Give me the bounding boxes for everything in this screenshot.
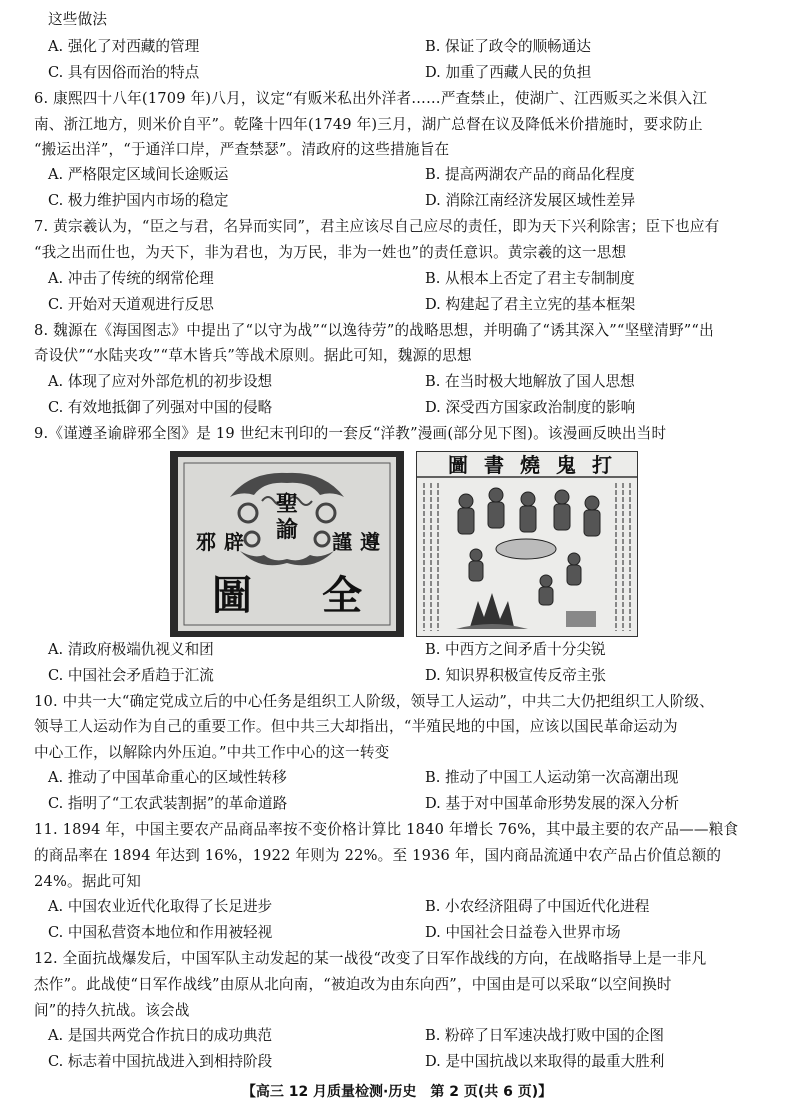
q10-option-b[interactable]: B. 推动了中国工人运动第一次高潮出现 [425, 769, 679, 786]
cartoon-title-char: 打 [592, 453, 612, 477]
q10-option-a[interactable]: A. 推动了中国革命重心的区域性转移 [48, 769, 287, 786]
cartoon-title-char: 鬼 [556, 453, 576, 477]
q11-option-b[interactable]: B. 小农经济阻碍了中国近代化进程 [425, 898, 650, 915]
q5-option-d[interactable]: D. 加重了西藏人民的负担 [425, 64, 592, 81]
q6-stem-line: 南、浙江地方，则米价自平”。乾隆十四年(1749 年)三月，湖广总督在议及降低米价措施时，要求防止 [34, 116, 703, 133]
cartoon-illustration [416, 451, 638, 637]
q6-option-c[interactable]: C. 极力维护国内市场的稳定 [48, 192, 229, 209]
cover-center-char: 諭 [275, 517, 299, 543]
cover-left-char: 辟 [224, 530, 244, 554]
q10-stem-line: 领导工人运动作为自己的重要工作。但中共三大却指出，“半殖民地的中国，应该以国民革命运动为 [34, 718, 678, 735]
q7-option-c[interactable]: C. 开始对天道观进行反思 [48, 296, 214, 313]
q5-option-b[interactable]: B. 保证了政令的顺畅通达 [425, 38, 591, 55]
q6-stem-line: 6. 康熙四十八年(1709 年)八月，议定“有贩米私出外洋者……严查禁止，使湖广、江西贩买之米俱入江 [34, 90, 708, 107]
cover-right-char: 遵 [360, 530, 380, 554]
q10-stem-line: 中心工作，以解除内外压迫。”中共工作中心的这一转变 [34, 744, 390, 761]
q12-stem-line: 12. 全面抗战爆发后，中国军队主动发起的某一战役“改变了日军作战线的方向，在战略指导上是一非凡 [34, 950, 707, 967]
q8-option-a[interactable]: A. 体现了应对外部危机的初步设想 [48, 373, 273, 390]
q11-option-a[interactable]: A. 中国农业近代化取得了长足进步 [48, 898, 273, 915]
q12-option-a[interactable]: A. 是国共两党合作抗日的成功典范 [48, 1027, 273, 1044]
q5-option-c[interactable]: C. 具有因俗而治的特点 [48, 64, 200, 81]
q9-option-d[interactable]: D. 知识界积极宣传反帝主张 [425, 667, 606, 684]
q7-option-b[interactable]: B. 从根本上否定了君主专制制度 [425, 270, 635, 287]
q10-option-d[interactable]: D. 基于对中国革命形势发展的深入分析 [425, 795, 679, 812]
q10-option-c[interactable]: C. 指明了“工农武装割据”的革命道路 [48, 795, 288, 812]
q11-option-d[interactable]: D. 中国社会日益卷入世界市场 [425, 924, 621, 941]
q9-option-c[interactable]: C. 中国社会矛盾趋于汇流 [48, 667, 214, 684]
q7-option-d[interactable]: D. 构建起了君主立宪的基本框架 [425, 296, 636, 313]
q12-option-b[interactable]: B. 粉碎了日军速决战打败中国的企图 [425, 1027, 664, 1044]
q7-stem-line: 7. 黄宗羲认为，“臣之与君，名异而实同”，君主应该尽自己应尽的责任，即为天下兴利除害；臣下也应有 [34, 218, 720, 235]
q11-stem-line: 24%。据此可知 [34, 873, 142, 890]
cartoon-title-char: 燒 [520, 453, 540, 477]
cover-center-char: 聖 [275, 491, 299, 517]
q8-stem-line: 8. 魏源在《海国图志》中提出了“以守为战”“以逸待劳”的战略思想，并明确了“诱其深入”“坚壁清野”“出 [34, 322, 714, 339]
q6-option-b[interactable]: B. 提高两湖农产品的商品化程度 [425, 166, 635, 183]
q8-option-c[interactable]: C. 有效地抵御了列强对中国的侵略 [48, 399, 273, 416]
q6-stem-line: “搬运出洋”，“于通洋口岸，严查禁瑟”。清政府的这些措施旨在 [34, 141, 450, 158]
q8-option-d[interactable]: D. 深受西方国家政治制度的影响 [425, 399, 636, 416]
q9-option-a[interactable]: A. 清政府极端仇视义和团 [48, 641, 214, 658]
q12-stem-line: 杰作”。此战使“日军作战线”由原从北向南，“被迫改为由东向西”，中国由是可以采取“以空间换时 [34, 976, 672, 993]
q8-stem-line: 奇设伏”“水陆夹攻”“草木皆兵”等战术原则。据此可知，魏源的思想 [34, 347, 472, 364]
cover-right-char: 謹 [332, 530, 352, 554]
q9-figures [170, 451, 640, 637]
q12-option-d[interactable]: D. 是中国抗战以来取得的最重大胜利 [425, 1053, 665, 1070]
q5-stem-tail: 这些做法 [48, 11, 108, 28]
q8-option-b[interactable]: B. 在当时极大地解放了国人思想 [425, 373, 635, 390]
cover-left-char: 邪 [196, 530, 216, 554]
cartoon-title-char: 圖 [448, 453, 468, 477]
q12-option-c[interactable]: C. 标志着中国抗战进入到相持阶段 [48, 1053, 273, 1070]
q11-option-c[interactable]: C. 中国私营资本地位和作用被轻视 [48, 924, 273, 941]
cartoon-title-char: 書 [484, 453, 504, 477]
q6-option-d[interactable]: D. 消除江南经济发展区域性差异 [425, 192, 636, 209]
q6-option-a[interactable]: A. 严格限定区域间长途贩运 [48, 166, 229, 183]
q9-stem-line: 9.《谨遵圣谕辟邪全图》是 19 世纪末刊印的一套反“洋教”漫画(部分见下图)。该漫画反映出当时 [34, 425, 667, 442]
q9-option-b[interactable]: B. 中西方之间矛盾十分尖锐 [425, 641, 606, 658]
q11-stem-line: 11. 1894 年，中国主要农产品商品率按不变价格计算比 1840 年增长 76%，其中最主要的农产品——粮食 [34, 821, 739, 838]
cover-bottom-char: 全 [322, 572, 362, 619]
cover-bottom-char: 圖 [212, 572, 252, 619]
q12-stem-line: 间”的持久抗战。该会战 [34, 1002, 190, 1019]
q7-option-a[interactable]: A. 冲击了传统的纲常伦理 [48, 270, 214, 287]
q10-stem-line: 10. 中共一大“确定党成立后的中心任务是组织工人阶级，领导工人运动”，中共二大仍把组织工人阶级、 [34, 693, 715, 710]
q11-stem-line: 的商品率在 1894 年达到 16%，1922 年则为 22%。至 1936 年，国内商品流通中农产品占价值总额的 [34, 847, 722, 864]
q5-option-a[interactable]: A. 强化了对西藏的管理 [48, 38, 200, 55]
cover-illustration [170, 451, 404, 637]
page-footer: 【高三 12 月质量检测·历史 第 2 页(共 6 页)】 [241, 1084, 553, 1100]
q7-stem-line: “我之出而仕也，为天下，非为君也，为万民，非为一姓也”的责任意识。黄宗羲的这一思想 [34, 244, 627, 261]
